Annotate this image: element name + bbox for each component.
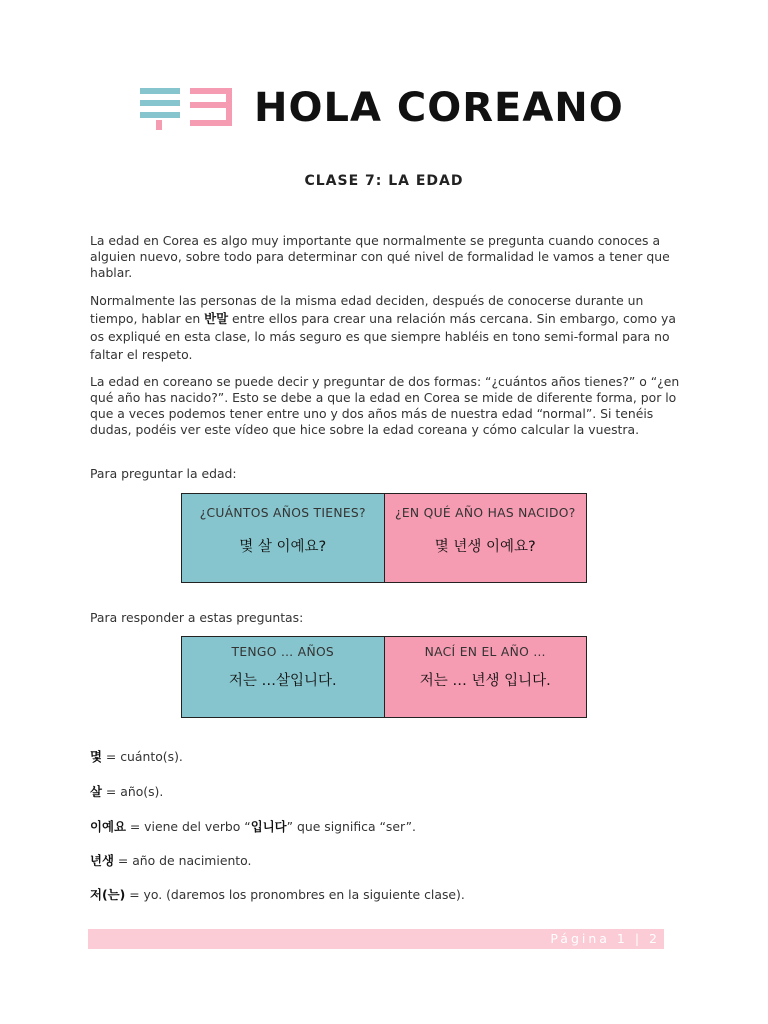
ask-right-head: ¿EN QUÉ AÑO HAS NACIDO? xyxy=(395,506,576,520)
page-number: Página 1 | 2 xyxy=(550,931,660,946)
glossary-term: 입니다 xyxy=(250,819,287,834)
glossary-def: = yo. (daremos los pronombres en la siguiente clase). xyxy=(125,887,465,902)
answer-cell-age xyxy=(182,637,385,718)
answer-right-head: NACÍ EN EL AÑO … xyxy=(424,645,546,659)
forms-paragraph: La edad en coreano se puede decir y preguntar de dos formas: “¿cuántos años tienes?” o “¿en qué año has nacido?”. Esto se debe a que la edad en Corea se mide de diferente forma, por lo que a veces podemos tener entre uno y dos años más de nuestra edad “normal”. Si tenéis dudas, podéis ver este vídeo que hice sobre la edad coreana y cómo calcular la vuestra. xyxy=(90,374,680,437)
glossary-item xyxy=(90,782,163,800)
glossary-term: 저(는) xyxy=(90,887,126,902)
glossary-def: = año de nacimiento. xyxy=(113,853,252,868)
glossary-item xyxy=(90,747,183,765)
glossary-term: 살 xyxy=(90,784,102,799)
answer-left-head: TENGO … AÑOS xyxy=(231,645,335,659)
banmal-paragraph xyxy=(90,292,680,364)
ask-left-korean: 몇 살 이예요? xyxy=(239,539,327,555)
glossary-term: 이예요 xyxy=(90,819,126,834)
intro-paragraph: La edad en Corea es algo muy importante que normalmente se pregunta cuando conoces a alguien nuevo, sobre todo para determinar con qué nivel de formalidad le vamos a tener que hablar. xyxy=(90,233,670,280)
ask-cell-how-many xyxy=(182,494,385,583)
glossary-item xyxy=(90,885,465,903)
glossary-def: = año(s). xyxy=(101,784,164,799)
glossary-def: = cuánto(s). xyxy=(101,749,183,764)
ask-label: Para preguntar la edad: xyxy=(90,466,237,481)
answer-right-korean: 저는 … 년생 입니다. xyxy=(419,673,551,689)
banmal-text-a: Normalmente las personas de la misma edad deciden, después de conocerse durante un tiempo, hablar en xyxy=(90,293,644,326)
glossary-def: ” que significa “ser”. xyxy=(286,819,416,834)
banmal-text-b: entre ellos para crear una relación más cercana. Sin embargo, como ya os expliqué en esta clase, lo más seguro es que siempre habléis en tono semi-formal para no faltar el respeto. xyxy=(90,311,676,362)
ask-right-korean: 몇 년생 이예요? xyxy=(434,539,536,555)
glossary-def: = viene del verbo “ xyxy=(125,819,251,834)
answer-cell-year xyxy=(384,637,586,718)
glossary-item xyxy=(90,817,416,835)
ask-left-head: ¿CUÁNTOS AÑOS TIENES? xyxy=(199,506,366,520)
glossary-term: 몇 xyxy=(90,749,102,764)
glossary-item xyxy=(90,851,251,869)
ask-table xyxy=(181,493,587,583)
hola-coreano-logo-icon xyxy=(138,84,238,132)
logo-text: HOLA COREANO xyxy=(254,85,624,131)
answer-table xyxy=(181,636,587,718)
page-title: CLASE 7: LA EDAD xyxy=(304,173,464,189)
ask-cell-which-year xyxy=(384,494,586,583)
logo xyxy=(138,84,638,132)
banmal-term: 반말 xyxy=(204,311,229,326)
glossary-term: 년생 xyxy=(90,853,114,868)
answer-left-korean: 저는 …살입니다. xyxy=(228,673,337,689)
page-footer xyxy=(88,929,664,949)
answer-label: Para responder a estas preguntas: xyxy=(90,610,304,625)
